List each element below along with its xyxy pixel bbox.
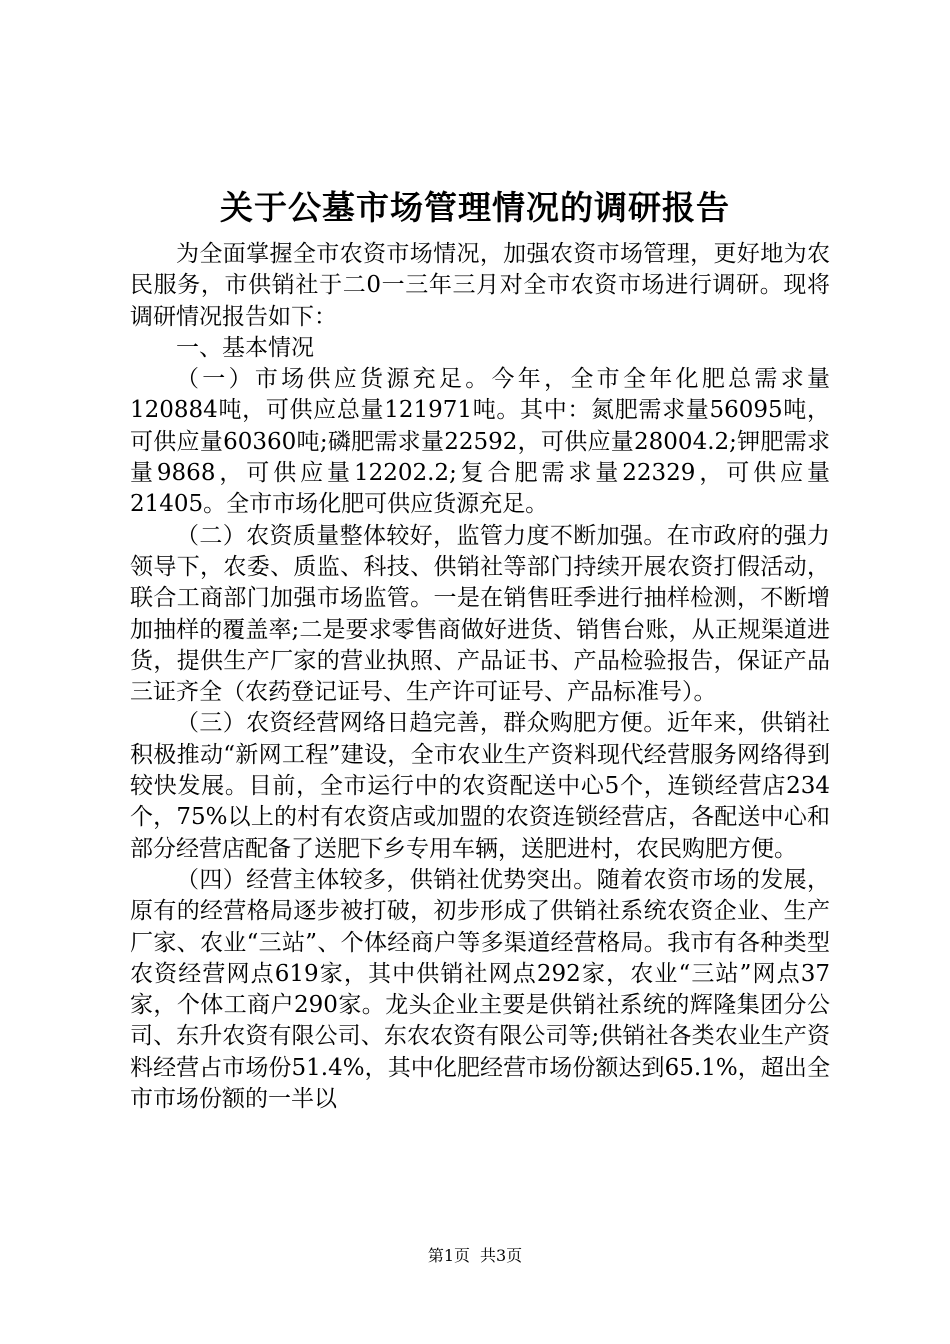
document-body bbox=[130, 239, 830, 1115]
paragraph-business-network: （三）农资经营网络日趋完善，群众购肥方便。近年来，供销社积极推动“新网工程”建设，全市农业生产资料现代经营服务网络得到较快发展。目前，全市运行中的农资配送中心5个，连锁经营店234个，75%以上的村有农资店或加盟的农资连锁经营店，各配送中心和部分经营店配备了送肥下乡专用车辆，送肥进村，农民购肥方便。 bbox=[130, 710, 830, 862]
document-title: 关于公墓市场管理情况的调研报告 bbox=[220, 188, 730, 227]
paragraph-market-supply: （一）市场供应货源充足。今年，全市全年化肥总需求量120884吨，可供应总量121971吨。其中：氮肥需求量56095吨，可供应量60360吨;磷肥需求量22592，可供应量28004.2;钾肥需求量9868，可供应量12202.2;复合肥需求量22329，可供应量21405。全市市场化肥可供应货源充足。 bbox=[130, 366, 830, 518]
intro-paragraph: 为全面掌握全市农资市场情况，加强农资市场管理，更好地为农民服务，市供销社于二0一三年三月对全市农资市场进行调研。现将调研情况报告如下： bbox=[130, 241, 830, 330]
page-total: 共3页 bbox=[480, 1246, 523, 1265]
paragraph-business-entities: （四）经营主体较多，供销社优势突出。随着农资市场的发展，原有的经营格局逐步被打破，初步形成了供销社系统农资企业、生产厂家、农业“三站”、个体经商户等多渠道经营格局。我市有各种类型农资经营网点619家，其中供销社网点292家，农业“三站”网点37家，个体工商户290家。龙头企业主要是供销社系统的辉隆集团分公司、东升农资有限公司、东农农资有限公司等;供销社各类农业生产资料经营占市场份51.4%，其中化肥经营市场份额达到65.1%，超出全市市场份额的一半以 bbox=[130, 866, 830, 1113]
page-number: 第1页 bbox=[427, 1246, 470, 1265]
page-footer bbox=[0, 1245, 950, 1267]
section-heading-basic-situation: 一、基本情况 bbox=[176, 334, 314, 361]
paragraph-quality-supervision: （二）农资质量整体较好，监管力度不断加强。在市政府的强力领导下，农委、质监、科技、供销社等部门持续开展农资打假活动，联合工商部门加强市场监管。一是在销售旺季进行抽样检测，不断增加抽样的覆盖率;二是要求零售商做好进货、销售台账，从正规渠道进货，提供生产厂家的营业执照、产品证书、产品检验报告，保证产品三证齐全（农药登记证号、生产许可证号、产品标准号）。 bbox=[130, 522, 830, 706]
